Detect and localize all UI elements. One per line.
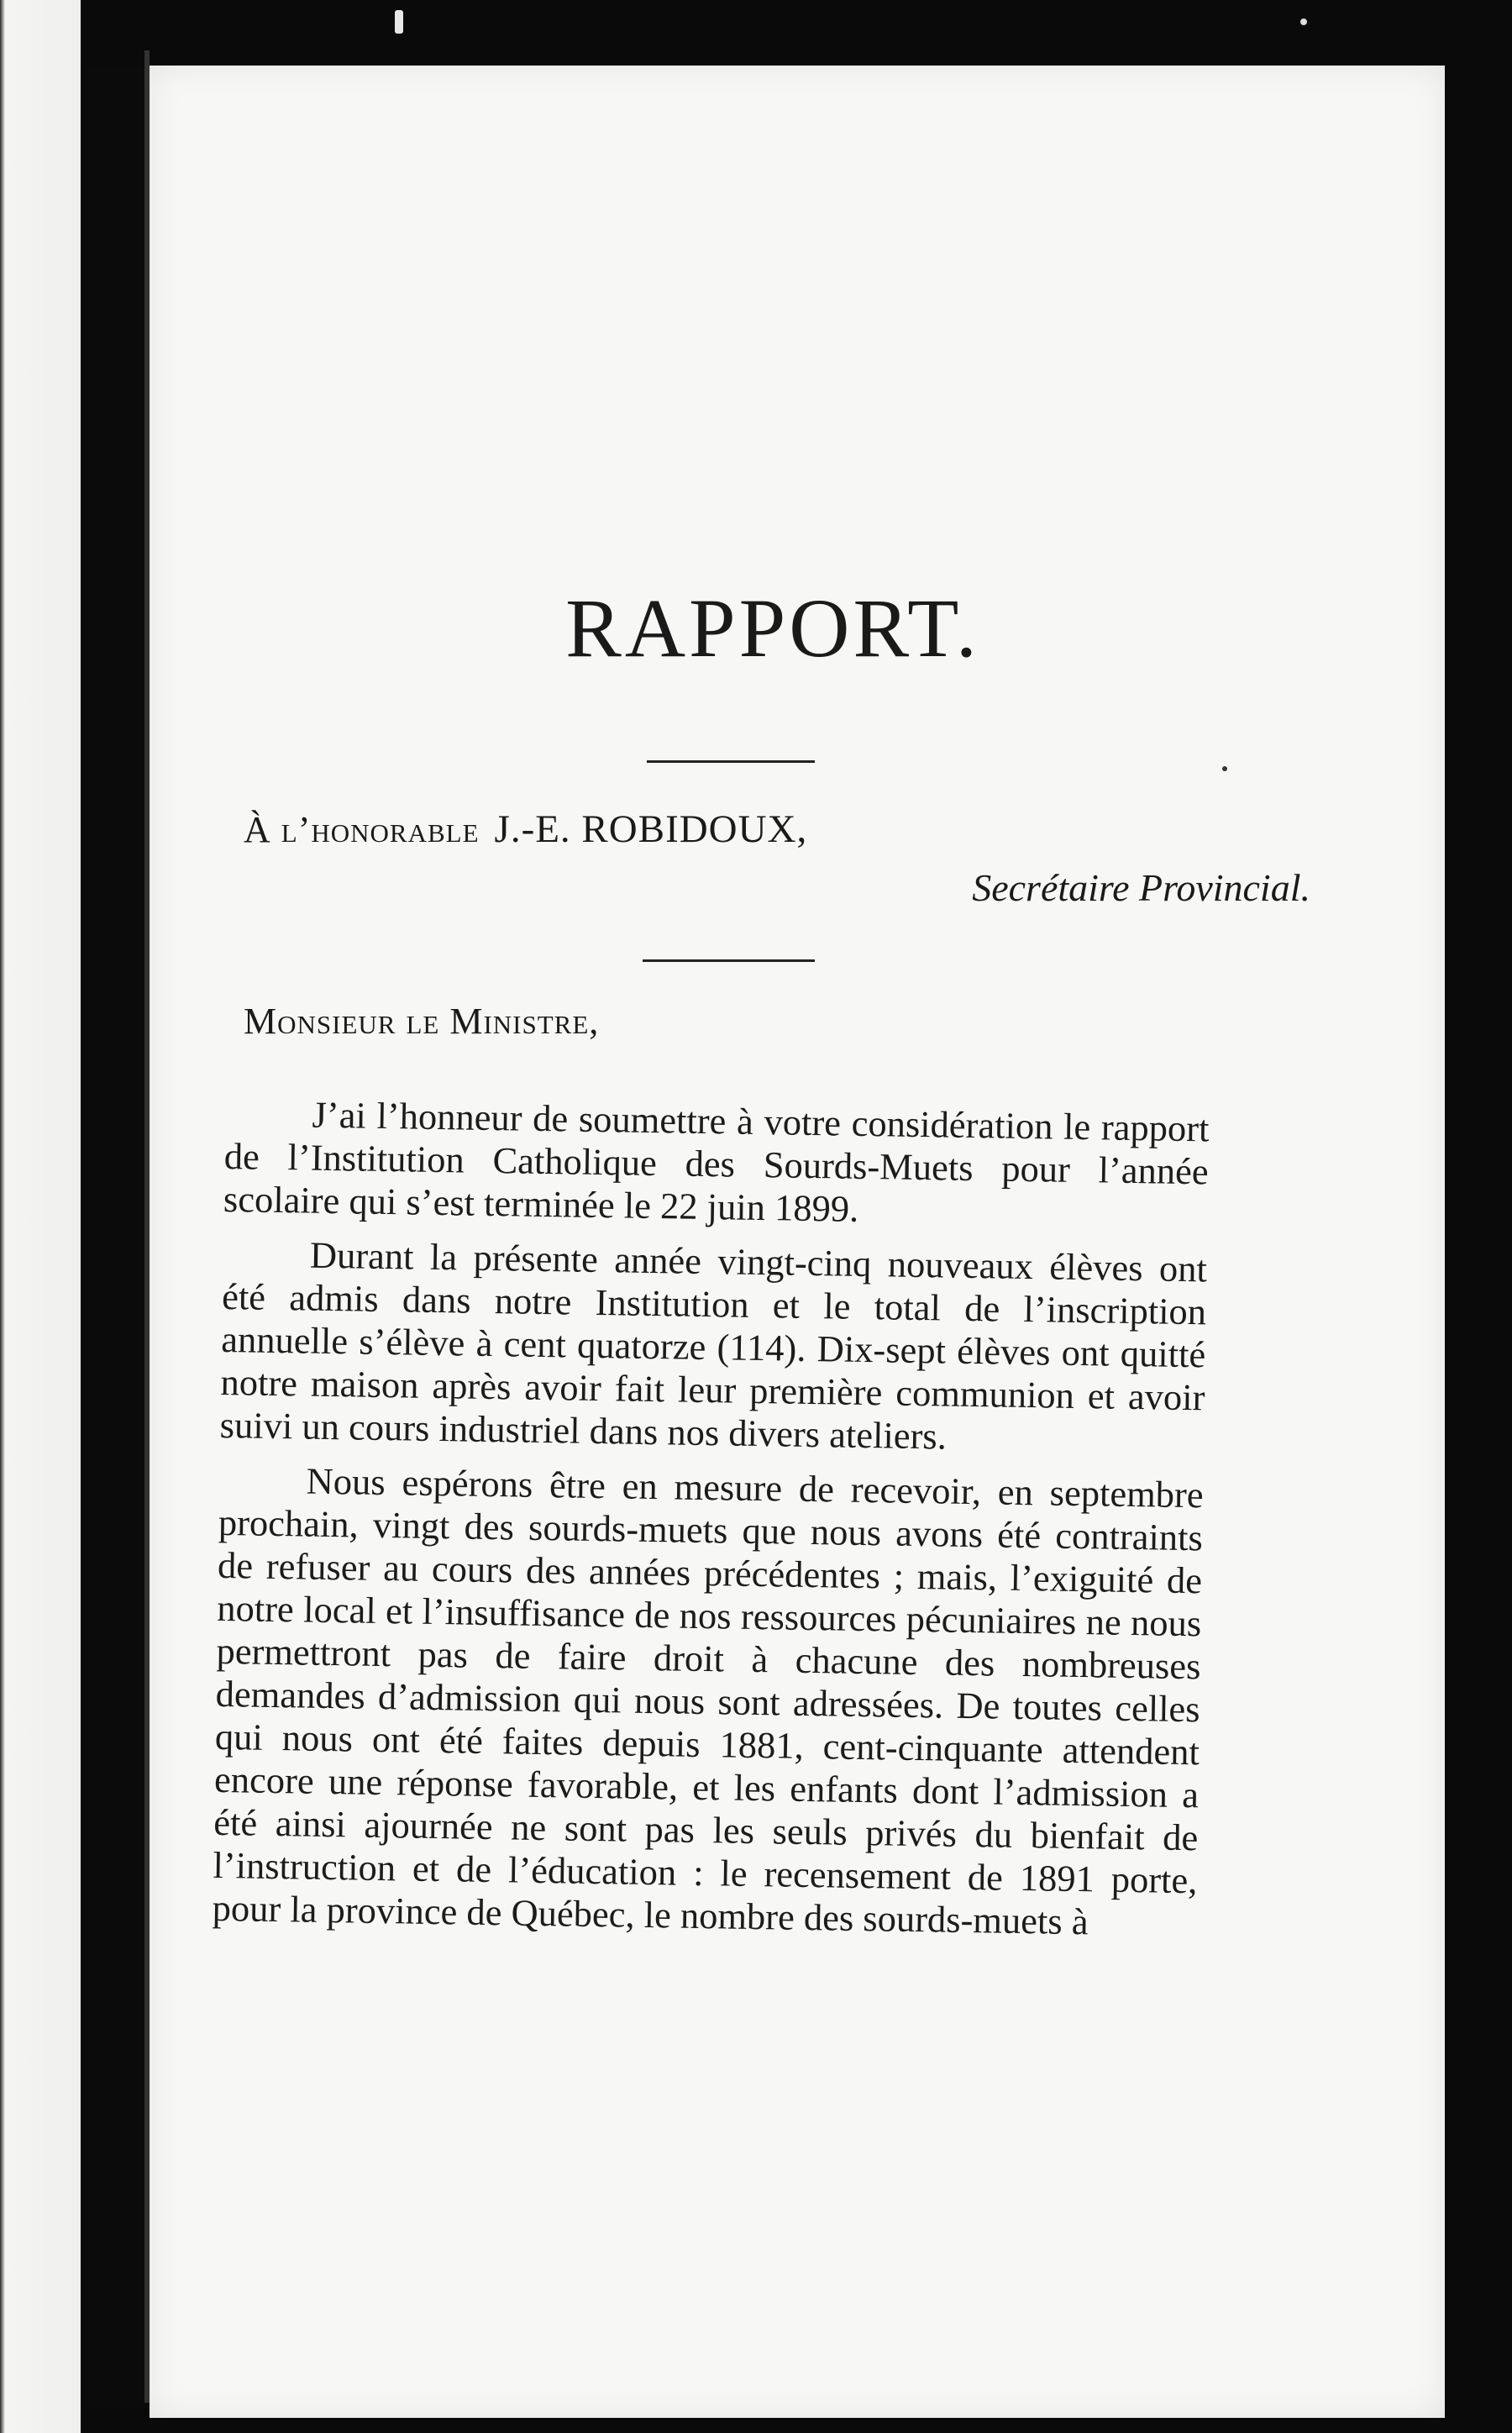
addressee-position: Secrétaire Provincial. <box>972 866 1310 909</box>
report-body <box>212 1092 1210 1957</box>
scan-artifact-dot <box>1300 18 1307 25</box>
paragraph-2: Durant la présente année vingt-cinq nouveaux élèves ont été admis dans notre Institution et le total de l’inscription annuelle s’élève à cent quatorze (114). Dix-sept élèves ont quitté notre maison après avoir fait leur première communion et avoir suivi un cours industriel dans nos divers ateliers. <box>219 1233 1208 1458</box>
salutation: Monsieur le Ministre, <box>244 1001 600 1042</box>
addressee-name: J.-E. ROBIDOUX, <box>494 807 808 851</box>
address-divider <box>643 959 815 962</box>
addressee-line <box>244 807 807 852</box>
scan-artifact-dot <box>1222 766 1227 771</box>
paragraph-1: J’ai l’honneur de soumettre à votre considération le rapport de l’Institution Catholique des Sourds-Muets pour l’année scolaire qui s’est terminée le 22 juin 1899. <box>223 1093 1210 1230</box>
addressee-prefix: À l’honorable <box>244 809 480 850</box>
paragraph-3: Nous espérons être en mesure de recevoir, en septembre prochain, vingt des sourds-muets que nous avons été contraints de refuser au cours des années précédentes ; mais, l’exiguité de notre local et l’insuffisance de nos ressources pécuniaires ne nous permettront pas de faire droit à chacune des nombreuses demandes d’admission qui nous sont adressées. De toutes celles qui nous ont été faites depuis 1881, cent-cinquante attendent encore une réponse favorable, et les enfants dont l’admission a été ainsi ajournée ne sont pas les seuls privés du bienfait de l’instruction et de l’éducation : le recensement de 1891 porte, pour la province de Québec, le nombre des sourds-muets à <box>212 1459 1205 1943</box>
scan-artifact-mark <box>395 10 403 34</box>
facing-page-edge <box>0 0 81 2433</box>
scan-border-right <box>1445 0 1512 2433</box>
title-divider <box>647 760 815 763</box>
page-title: RAPPORT. <box>565 581 980 675</box>
scan-border-top <box>0 0 1512 66</box>
